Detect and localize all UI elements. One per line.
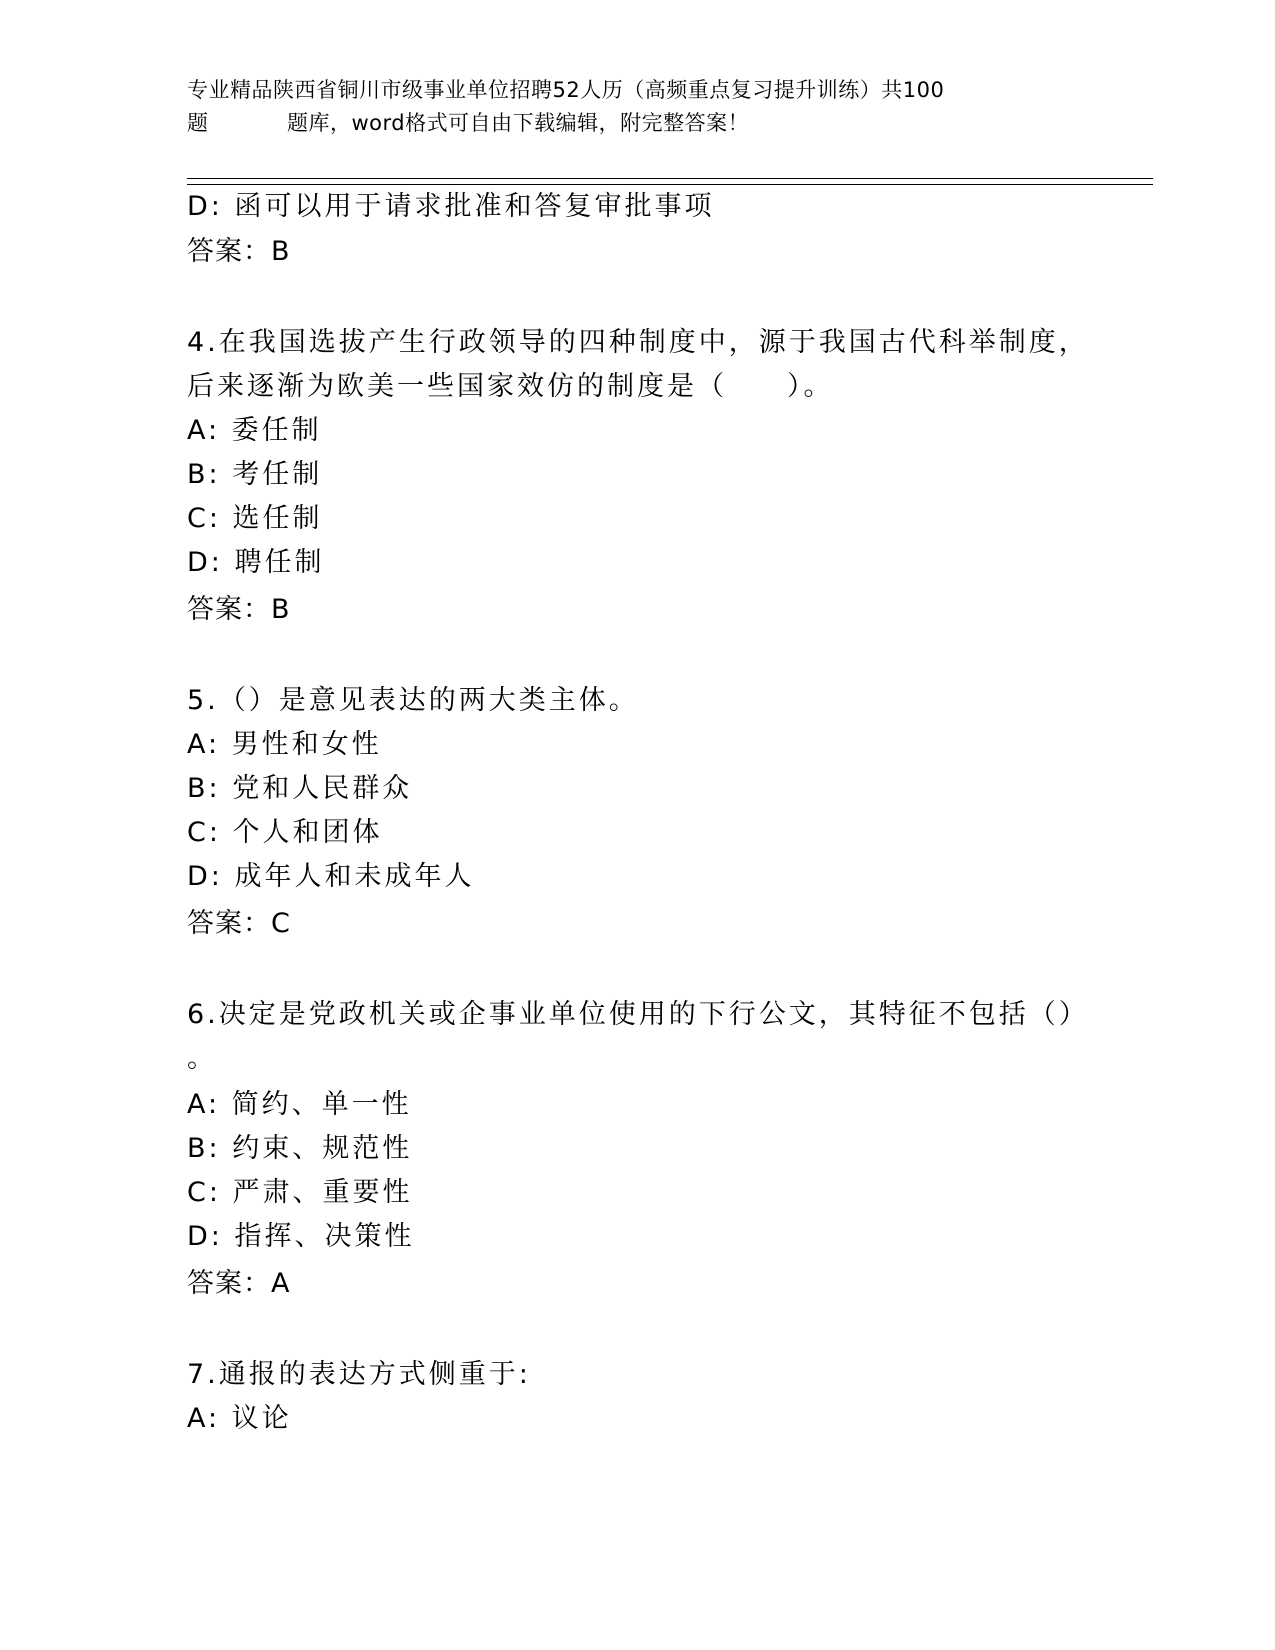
header-divider-top [187, 178, 1153, 179]
q6-option-d: D: 指挥、决策性 [187, 1221, 415, 1252]
q5-option-b: B: 党和人民群众 [187, 773, 413, 804]
q3-answer: 答案：B [187, 236, 291, 267]
q7-option-a: A: 议论 [187, 1403, 292, 1434]
q5-option-c: C: 个人和团体 [187, 817, 383, 848]
header-line-2-right: 题库，word格式可自由下载编辑，附完整答案！ [287, 111, 750, 135]
q4-option-a: A: 委任制 [187, 415, 322, 446]
q4-stem-line-2: 后来逐渐为欧美一些国家效仿的制度是（ ）。 [187, 371, 834, 402]
q6-stem-line-2: 。 [187, 1043, 214, 1074]
q7-stem-line-1: 7.通报的表达方式侧重于: [187, 1359, 531, 1390]
q5-answer: 答案：C [187, 908, 291, 939]
header-line-2-left: 题 [187, 111, 209, 135]
q4-option-c: C: 选任制 [187, 503, 323, 534]
q6-option-b: B: 约束、规范性 [187, 1133, 413, 1164]
q5-option-d: D: 成年人和未成年人 [187, 861, 475, 892]
document-header [187, 74, 1067, 140]
q6-option-c: C: 严肃、重要性 [187, 1177, 413, 1208]
q3-option-d: D: 函可以用于请求批准和答复审批事项 [187, 191, 715, 222]
q5-option-a: A: 男性和女性 [187, 729, 382, 760]
q6-answer: 答案：A [187, 1268, 291, 1299]
header-divider-bottom [187, 184, 1153, 185]
q4-stem-line-1: 4.在我国选拔产生行政领导的四种制度中，源于我国古代科举制度， [187, 327, 1089, 358]
q4-answer: 答案：B [187, 594, 291, 625]
q5-stem-line-1: 5.（）是意见表达的两大类主体。 [187, 685, 639, 716]
q6-stem-line-1: 6.决定是党政机关或企事业单位使用的下行公文，其特征不包括（） [187, 999, 1089, 1030]
q4-option-b: B: 考任制 [187, 459, 323, 490]
header-title-line-1: 专业精品陕西省铜川市级事业单位招聘52人历（高频重点复习提升训练）共100 [187, 78, 945, 102]
header-title-line-2 [187, 107, 1067, 140]
q4-option-d: D: 聘任制 [187, 547, 325, 578]
q6-option-a: A: 简约、单一性 [187, 1089, 412, 1120]
